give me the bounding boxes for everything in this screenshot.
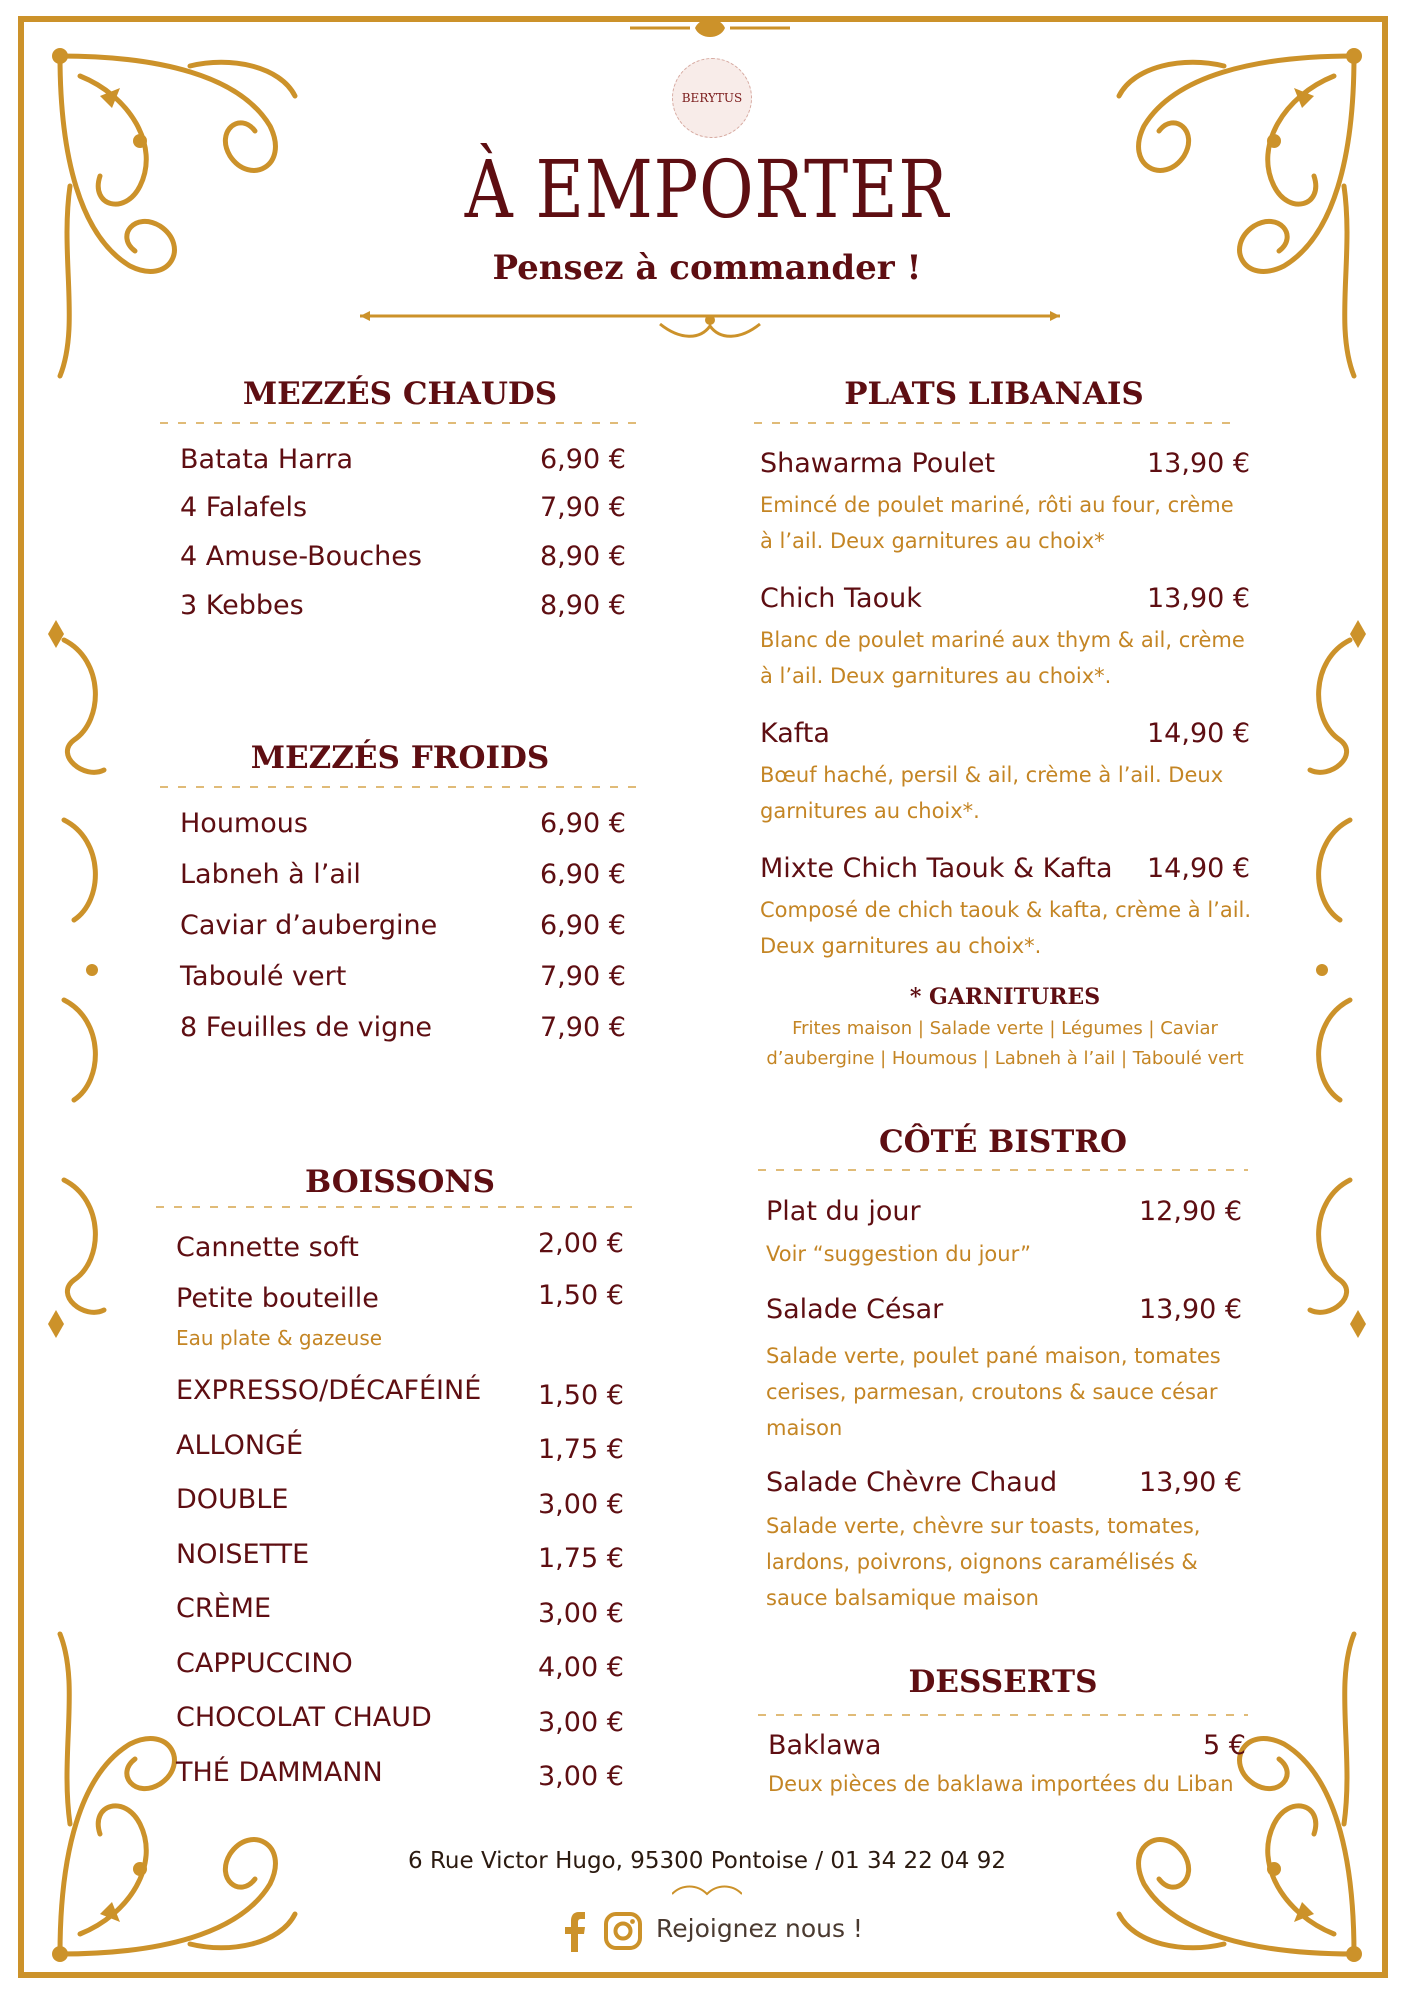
menu-item-name: Labneh à l’ail bbox=[180, 859, 361, 890]
garnitures-title: * GARNITURES bbox=[909, 984, 1101, 1010]
section-title-desserts: DESSERTS bbox=[908, 1664, 1098, 1700]
menu-item-name: Shawarma Poulet bbox=[760, 448, 996, 479]
menu-item-description bbox=[760, 487, 1234, 559]
menu-item-price: 6,90 € bbox=[540, 910, 626, 941]
menu-item-price: 13,90 € bbox=[1147, 448, 1251, 479]
menu-item-name: ALLONGÉ bbox=[176, 1430, 304, 1461]
menu-item-name: CAPPUCCINO bbox=[176, 1648, 353, 1679]
menu-item-name: EXPRESSO/DÉCAFÉINÉ bbox=[176, 1375, 482, 1406]
footer-address: 6 Rue Victor Hugo, 95300 Pontoise / 01 34 22 04 92 bbox=[408, 1848, 1006, 1874]
description-line: Emincé de poulet mariné, rôti au four, crème bbox=[760, 493, 1234, 517]
menu-item-description bbox=[760, 757, 1223, 829]
menu-item-name: CHOCOLAT CHAUD bbox=[176, 1702, 432, 1733]
menu-item-name: 4 Amuse-Bouches bbox=[180, 541, 422, 572]
description-line: Salade verte, poulet pané maison, tomates bbox=[766, 1344, 1221, 1368]
menu-item-name: Petite bouteille bbox=[176, 1283, 379, 1314]
menu-item-name: Batata Harra bbox=[180, 444, 354, 475]
top-center-flourish bbox=[630, 18, 790, 48]
menu-item-description bbox=[760, 622, 1245, 694]
menu-item-name: Taboulé vert bbox=[180, 961, 347, 992]
footer-flourish bbox=[672, 1884, 742, 1904]
menu-item-name: 8 Feuilles de vigne bbox=[180, 1012, 432, 1043]
menu-item-name: Salade Chèvre Chaud bbox=[766, 1467, 1058, 1498]
join-us-link[interactable]: Rejoignez nous ! bbox=[656, 1914, 863, 1943]
description-line: Deux garnitures au choix*. bbox=[760, 934, 1042, 958]
section-divider bbox=[160, 782, 640, 792]
menu-item-price: 7,90 € bbox=[540, 1012, 626, 1043]
menu-item-price: 7,90 € bbox=[540, 492, 626, 523]
menu-item-description bbox=[760, 892, 1251, 964]
menu-item-price: 6,90 € bbox=[540, 808, 626, 839]
menu-item-price: 3,00 € bbox=[538, 1707, 624, 1738]
section-divider bbox=[160, 418, 640, 428]
section-divider bbox=[758, 1165, 1248, 1175]
menu-item-description: Eau plate & gazeuse bbox=[176, 1326, 383, 1350]
description-line: garnitures au choix*. bbox=[760, 799, 980, 823]
instagram-icon[interactable] bbox=[604, 1912, 642, 1950]
description-line: à l’ail. Deux garnitures au choix* bbox=[760, 529, 1105, 553]
menu-item-name: Mixte Chich Taouk & Kafta bbox=[760, 853, 1113, 884]
menu-item-price: 13,90 € bbox=[1147, 583, 1251, 614]
menu-item-price: 6,90 € bbox=[540, 859, 626, 890]
menu-item-price: 1,50 € bbox=[538, 1380, 624, 1411]
menu-item-price: 7,90 € bbox=[540, 961, 626, 992]
section-title-plats-libanais: PLATS LIBANAIS bbox=[844, 376, 1144, 412]
menu-item-name: 3 Kebbes bbox=[180, 590, 304, 621]
garnitures-line: d’aubergine | Houmous | Labneh à l’ail | Taboulé vert bbox=[766, 1048, 1244, 1069]
menu-item-price: 1,50 € bbox=[538, 1280, 624, 1311]
description-line: Voir “suggestion du jour” bbox=[766, 1242, 1031, 1266]
menu-item-price: 13,90 € bbox=[1139, 1467, 1243, 1498]
menu-item-name: Baklawa bbox=[768, 1730, 882, 1761]
title-divider bbox=[360, 300, 1060, 340]
menu-item-name: NOISETTE bbox=[176, 1539, 310, 1570]
menu-item-price: 6,90 € bbox=[540, 444, 626, 475]
section-title-mezzes-froids: MEZZÉS FROIDS bbox=[250, 740, 550, 776]
side-ornament-right bbox=[1290, 620, 1370, 1340]
page-title: À EMPORTER bbox=[464, 143, 950, 236]
menu-item-price: 2,00 € bbox=[538, 1228, 624, 1259]
section-divider bbox=[754, 418, 1234, 428]
menu-item-name: Caviar d’aubergine bbox=[180, 910, 438, 941]
menu-item-price: 8,90 € bbox=[540, 590, 626, 621]
page-subtitle: Pensez à commander ! bbox=[492, 248, 922, 288]
menu-item-name: Chich Taouk bbox=[760, 583, 922, 614]
description-line: cerises, parmesan, croutons & sauce césar bbox=[766, 1380, 1218, 1404]
menu-item-price: 1,75 € bbox=[538, 1434, 624, 1465]
facebook-icon[interactable] bbox=[564, 1912, 586, 1952]
logo-text: BERYTUS bbox=[681, 91, 743, 105]
menu-item-price: 3,00 € bbox=[538, 1761, 624, 1792]
description-line: sauce balsamique maison bbox=[766, 1586, 1039, 1610]
berytus-logo bbox=[672, 58, 752, 138]
menu-item-name: Kafta bbox=[760, 718, 830, 749]
description-line: Bœuf haché, persil & ail, crème à l’ail. Deux bbox=[760, 763, 1224, 787]
description-line: maison bbox=[766, 1416, 843, 1440]
description-line: Blanc de poulet mariné aux thym & ail, crème bbox=[760, 628, 1245, 652]
description-line: lardons, poivrons, oignons caramélisés & bbox=[766, 1550, 1198, 1574]
description-line: Salade verte, chèvre sur toasts, tomates, bbox=[766, 1514, 1201, 1538]
section-title-boissons: BOISSONS bbox=[304, 1164, 496, 1200]
menu-item-name: DOUBLE bbox=[176, 1484, 289, 1515]
description-line: Composé de chich taouk & kafta, crème à l’ail. bbox=[760, 898, 1252, 922]
garnitures-list bbox=[760, 1014, 1250, 1074]
section-divider bbox=[758, 1710, 1248, 1720]
menu-item-description bbox=[766, 1508, 1200, 1616]
menu-item-price: 4,00 € bbox=[538, 1652, 624, 1683]
section-title-mezzes-chauds: MEZZÉS CHAUDS bbox=[242, 376, 558, 412]
menu-item-description bbox=[766, 1236, 1031, 1272]
menu-item-name: Houmous bbox=[180, 808, 308, 839]
menu-item-name: CRÈME bbox=[176, 1593, 272, 1624]
menu-item-price: 14,90 € bbox=[1147, 853, 1251, 884]
menu-item-price: 3,00 € bbox=[538, 1489, 624, 1520]
menu-item-description: Deux pièces de baklawa importées du Liban bbox=[768, 1772, 1234, 1796]
section-divider bbox=[156, 1202, 640, 1212]
menu-item-price: 13,90 € bbox=[1139, 1294, 1243, 1325]
menu-item-price: 12,90 € bbox=[1139, 1196, 1243, 1227]
garnitures-line: Frites maison | Salade verte | Légumes | Caviar bbox=[792, 1018, 1218, 1039]
menu-item-name: 4 Falafels bbox=[180, 492, 308, 523]
section-title-cote-bistro: CÔTÉ BISTRO bbox=[878, 1124, 1128, 1160]
menu-item-name: Salade César bbox=[766, 1294, 944, 1325]
menu-item-price: 5 € bbox=[1203, 1730, 1246, 1761]
menu-item-price: 8,90 € bbox=[540, 541, 626, 572]
description-line: à l’ail. Deux garnitures au choix*. bbox=[760, 664, 1112, 688]
menu-item-price: 14,90 € bbox=[1147, 718, 1251, 749]
menu-item-price: 3,00 € bbox=[538, 1598, 624, 1629]
menu-item-description bbox=[766, 1338, 1221, 1446]
menu-item-price: 1,75 € bbox=[538, 1543, 624, 1574]
menu-item-name: Cannette soft bbox=[176, 1232, 359, 1263]
menu-item-name: THÉ DAMMANN bbox=[176, 1757, 383, 1788]
side-ornament-left bbox=[44, 620, 124, 1340]
menu-item-name: Plat du jour bbox=[766, 1196, 921, 1227]
